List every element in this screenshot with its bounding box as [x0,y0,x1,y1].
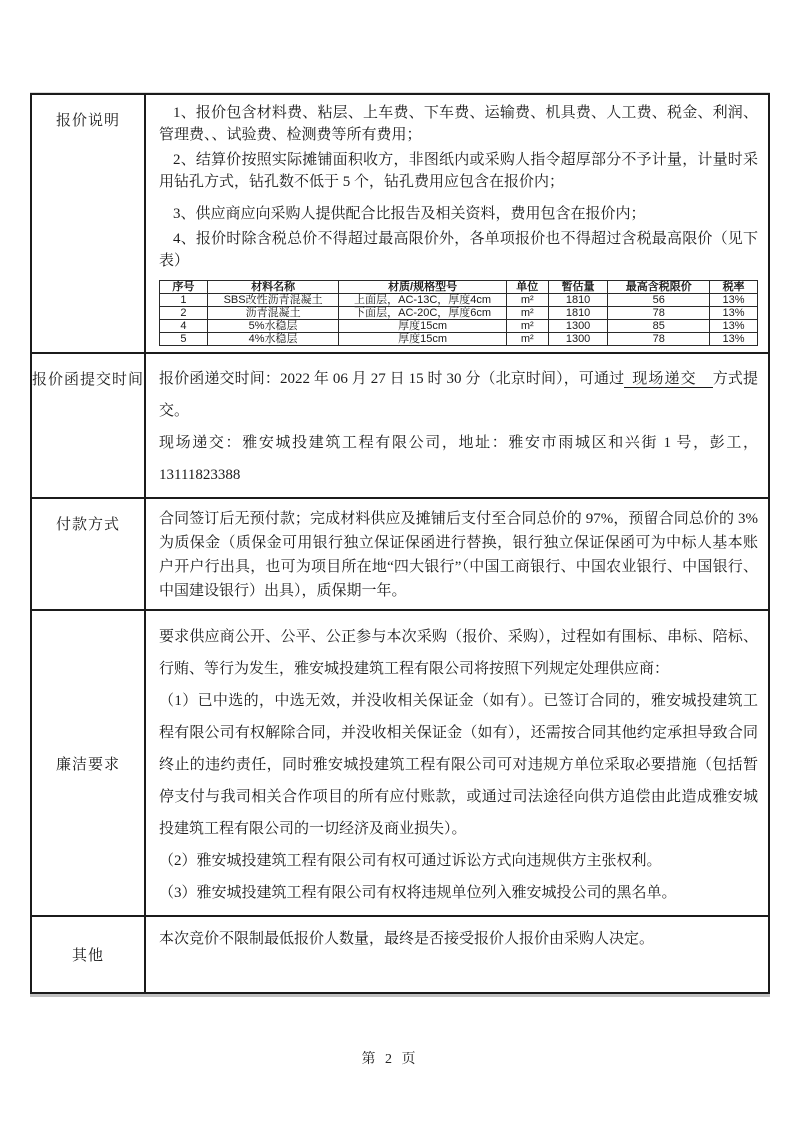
cell-tax-rate: 13% [710,307,758,320]
table-row [160,320,758,333]
cell-seq: 5 [160,333,208,346]
row-submission-time [32,354,768,499]
header-seq: 序号 [160,281,208,294]
table-row [160,333,758,346]
section-label: 廉洁要求 [55,756,120,773]
cell-material: 沥青混凝土 [207,307,339,320]
cell-unit: m² [506,320,548,333]
cell-unit: m² [506,333,548,346]
cell-seq: 4 [160,320,208,333]
cell-material: SBS改性沥青混凝土 [207,294,339,307]
note-item-1: 1、报价包含材料费、粘层、上车费、下车费、运输费、机具费、人工费、税金、利润、管理费、、试验费、检测费等所有费用； [159,105,758,143]
table-header-row [160,281,758,294]
cell-qty: 1810 [548,307,608,320]
note-item-2: 2、结算价按照实际摊铺面积收方，非图纸内或采购人指令超厚部分不予计量，计量时采用钻孔方式，钻孔数不低于 5 个，钻孔费用应包含在报价内； [159,152,758,190]
max-price-table-header [160,281,758,294]
other-label [32,917,146,992]
note-item-3: 3、供应商应向采购人提供配合比报告及相关资料，费用包含在报价内； [173,206,646,222]
cell-spec: 下面层，AC-20C，厚度6cm [339,307,506,320]
header-unit: 单位 [506,281,548,294]
header-material: 材料名称 [207,281,339,294]
delivery-method-underlined: 现场递交 [624,371,713,388]
section-label: 其他 [71,948,104,964]
section-label: 报价函提交时间 [32,372,145,388]
cell-max-price: 78 [608,307,710,320]
cell-tax-rate: 13% [710,320,758,333]
cell-unit: m² [506,307,548,320]
quotation-notes-label [32,95,146,352]
header-estimated-qty: 暂估量 [548,281,608,294]
cell-spec: 厚度15cm [339,320,506,333]
max-price-table [159,280,758,346]
cell-unit: m² [506,294,548,307]
payment-terms-text: 合同签订后无预付款；完成材料供应及摊铺后支付至合同总价的 97%，预留合同总价的 3%为质保金（质保金可用银行独立保证保函进行替换，银行独立保证保函可为中标人基本账户开户行出具，也可为项目所在地“四大银行”（中国工商银行、中国农业银行、中国银行、中国建设银行）出具），质保期一年。 [159,511,758,599]
integrity-clause-3: （3）雅安城投建筑工程有限公司有权将违规单位列入雅安城投公司的黑名单。 [159,885,677,901]
page-number: 第 2 页 [361,1052,419,1067]
submission-deadline-line [159,363,758,427]
header-tax-rate: 税率 [710,281,758,294]
cell-spec: 上面层，AC-13C，厚度4cm [339,294,506,307]
submission-time-label [32,354,146,497]
payment-terms-label [32,499,146,609]
other-content [146,917,768,992]
cell-spec: 厚度15cm [339,333,506,346]
note-item-4: 4、报价时除含税总价不得超过最高限价外，各单项报价也不得超过含税最高限价（见下表） [159,231,758,269]
submission-time-content [146,354,768,497]
deadline-text: 报价函递交时间：2022 年 06 月 27 日 15 时 30 分（北京时间），可通过 [159,371,625,387]
integrity-requirements-label [32,611,146,915]
quotation-notes-content [146,95,768,352]
deadline-suffix: 方式提交。 [159,371,758,419]
cell-material: 5%水稳层 [207,320,339,333]
integrity-intro: 要求供应商公开、公平、公正参与本次采购（报价、采购），过程如有围标、串标、陪标、行贿、等行为发生，雅安城投建筑工程有限公司将按照下列规定处理供应商： [159,629,758,677]
cell-qty: 1810 [548,294,608,307]
cell-max-price: 85 [608,320,710,333]
row-payment-terms [32,499,768,611]
cell-max-price: 78 [608,333,710,346]
integrity-clause-2: （2）雅安城投建筑工程有限公司有权可通过诉讼方式向违规供方主张权利。 [159,853,662,869]
integrity-clause-1: （1）已中选的，中选无效，并没收相关保证金（如有）。已签订合同的，雅安城投建筑工程有限公司有权解除合同，并没收相关保证金（如有），还需按合同其他约定承担导致合同终止的违约责任，同时雅安城投建筑工程有限公司可对违规方单位采取必要措施（包括暂停支付与我司相关合作项目的所有应付账款，或通过司法途径向供方追偿由此造成雅安城投建筑工程有限公司的一切经济及商业损失）。 [159,693,758,837]
header-spec: 材质/规格型号 [339,281,506,294]
bid-conditions-table [30,93,770,994]
cell-tax-rate: 13% [710,294,758,307]
cell-seq: 2 [160,307,208,320]
row-other [32,917,768,992]
header-max-price: 最高含税限价 [608,281,710,294]
delivery-address-line: 现场递交：雅安城投建筑工程有限公司，地址：雅安市雨城区和兴街 1 号，彭工，13111823388 [159,435,758,483]
section-label: 报价说明 [55,113,120,129]
integrity-requirements-content [146,611,768,915]
cell-max-price: 56 [608,294,710,307]
cell-seq: 1 [160,294,208,307]
table-row [160,294,758,307]
table-row [160,307,758,320]
cell-qty: 1300 [548,333,608,346]
row-integrity-requirements [32,611,768,917]
payment-terms-content [146,499,768,609]
other-text: 本次竞价不限制最低报价人数量，最终是否接受报价人报价由采购人决定。 [159,931,655,947]
cell-material: 4%水稳层 [207,333,339,346]
max-price-table-body [160,294,758,346]
row-quotation-notes [32,95,768,354]
section-label: 付款方式 [55,517,120,533]
cell-tax-rate: 13% [710,333,758,346]
cell-qty: 1300 [548,320,608,333]
